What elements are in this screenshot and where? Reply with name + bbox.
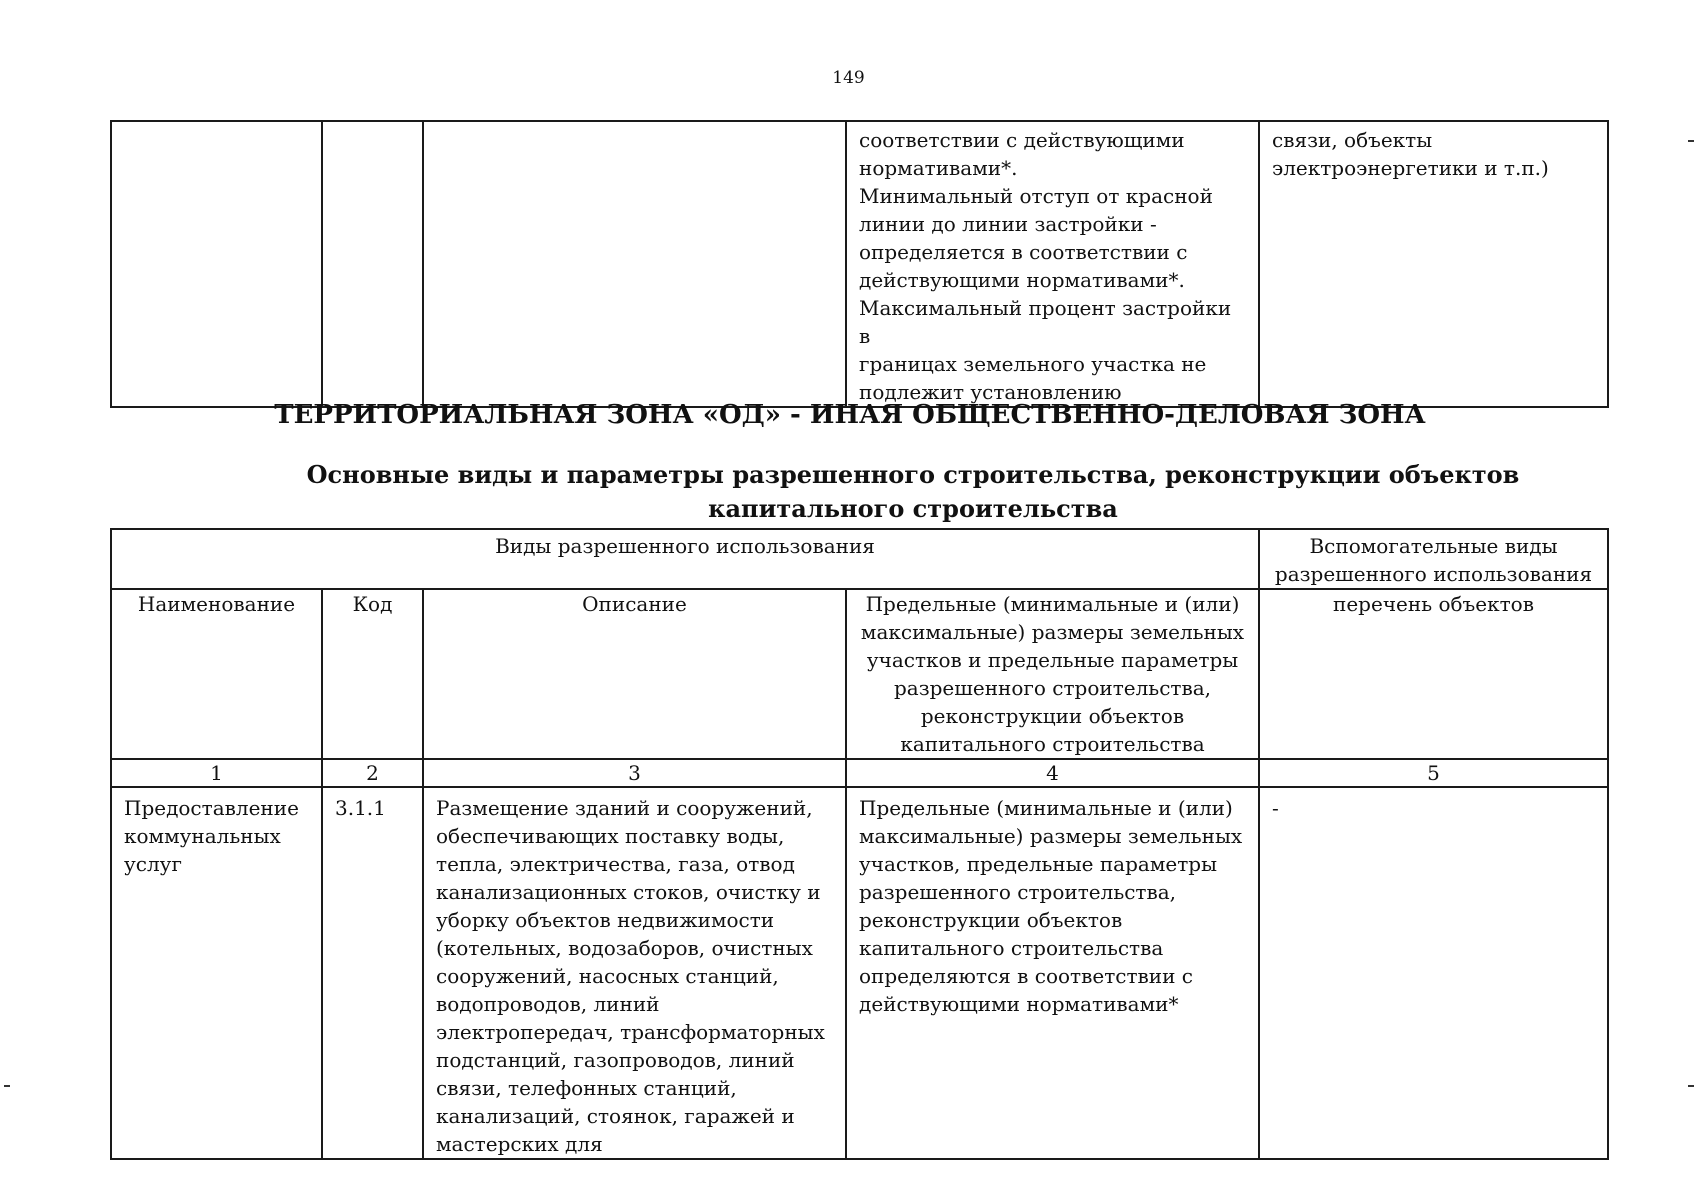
continuation-line: связи, объекты	[1272, 128, 1433, 152]
group-header-main: Виды разрешенного использования	[111, 529, 1259, 589]
cell-limits: Предельные (минимальные и (или) максимальные) размеры земельных участков, предельные параметры разрешенного строительства, реконструкции объектов капитального строительства определяются в соответствии с действующими нормативами*	[846, 787, 1259, 1159]
header-objects: перечень объектов	[1259, 589, 1608, 759]
table-row	[111, 787, 1608, 1159]
column-number: 1	[111, 759, 322, 787]
permitted-use-table	[110, 528, 1609, 1160]
continuation-line: определяется в соответствии с	[859, 240, 1188, 264]
continuation-cell-5	[1259, 121, 1608, 407]
continuation-table	[110, 120, 1609, 408]
column-number: 2	[322, 759, 423, 787]
continuation-line: Максимальный процент застройки в	[859, 296, 1232, 348]
continuation-line: границах земельного участка не	[859, 352, 1207, 376]
continuation-line: электроэнергетики и т.п.)	[1272, 156, 1549, 180]
continuation-cell-3	[423, 121, 846, 407]
section-title: Основные виды и параметры разрешенного строительства, реконструкции объектов капитального строительства	[306, 460, 1520, 523]
header-code: Код	[322, 589, 423, 759]
column-number: 3	[423, 759, 846, 787]
scan-mark	[1688, 140, 1694, 142]
continuation-line: Минимальный отступ от красной	[859, 184, 1213, 208]
cell-code: 3.1.1	[322, 787, 423, 1159]
continuation-line: линии до линии застройки -	[859, 212, 1157, 236]
column-number: 4	[846, 759, 1259, 787]
scan-mark	[1688, 1085, 1694, 1087]
scan-mark	[4, 1085, 10, 1087]
header-limits: Предельные (минимальные и (или) максимальные) размеры земельных участков и предельные параметры разрешенного строительства, реконструкции объектов капитального строительства	[846, 589, 1259, 759]
continuation-cell-1	[111, 121, 322, 407]
continuation-line: соответствии с действующими	[859, 128, 1185, 152]
continuation-line: действующими нормативами*.	[859, 268, 1185, 292]
column-number: 5	[1259, 759, 1608, 787]
group-header-row	[111, 529, 1608, 589]
cell-objects: -	[1259, 787, 1608, 1159]
cell-description: Размещение зданий и сооружений, обеспечивающих поставку воды, тепла, электричества, газа, отвод канализационных стоков, очистку и уборку объектов недвижимости (котельных, водозаборов, очистных сооружений, насосных станций, водопроводов, линий электропередач, трансформаторных подстанций, газопроводов, линий связи, телефонных станций, канализаций, стоянок, гаражей и мастерских для	[423, 787, 846, 1159]
zone-title: ТЕРРИТОРИАЛЬНАЯ ЗОНА «ОД» - ИНАЯ ОБЩЕСТВЕННО-ДЕЛОВАЯ ЗОНА	[274, 400, 1426, 430]
continuation-line: подлежит установлению	[859, 380, 1122, 404]
continuation-cell-4	[846, 121, 1259, 407]
header-name: Наименование	[111, 589, 322, 759]
continuation-line: нормативами*.	[859, 156, 1018, 180]
column-header-row	[111, 589, 1608, 759]
page-number: 149	[832, 68, 865, 88]
continuation-cell-2	[322, 121, 423, 407]
continuation-row	[111, 121, 1608, 407]
header-description: Описание	[423, 589, 846, 759]
cell-name: Предоставление коммунальных услуг	[111, 787, 322, 1159]
group-header-aux: Вспомогательные виды разрешенного использования	[1259, 529, 1608, 589]
column-number-row	[111, 759, 1608, 787]
